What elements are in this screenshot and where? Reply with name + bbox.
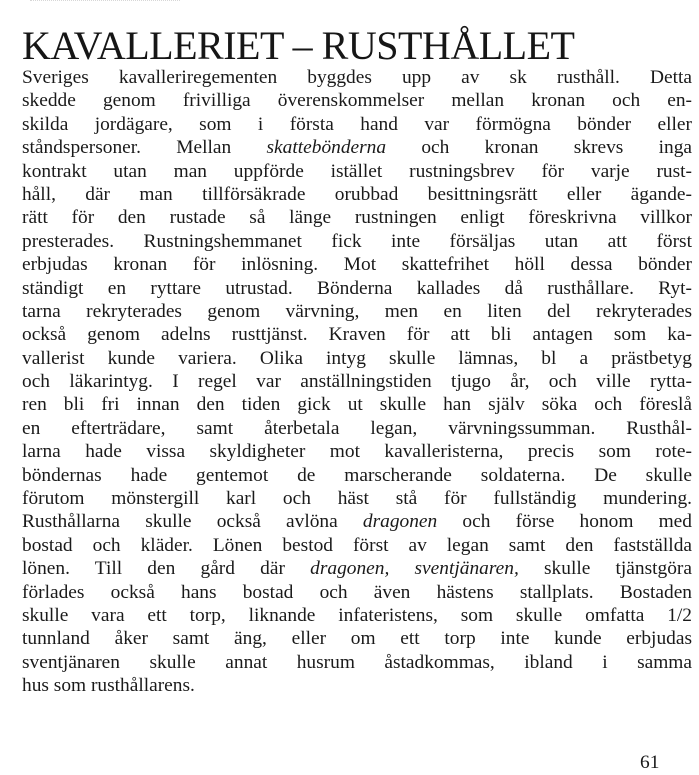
text-line <box>22 651 692 674</box>
italic-term: dragonen <box>362 511 438 533</box>
text-run: bostad och kläder. Lönen bestod först av legan samt den fastställda <box>22 534 692 556</box>
text-run: rätt för den rustade så länge rustningen enligt föreskrivna villkor <box>22 207 692 229</box>
text-line <box>22 370 692 393</box>
italic-term: dragonen, sventjänaren, <box>310 558 519 580</box>
text-run: Sveriges kavalleriregementen byggdes upp av sk rusthåll. Detta <box>22 67 692 88</box>
text-line <box>22 510 692 533</box>
text-run: kontrakt utan man uppförde istället rustningsbrev för varje rust- <box>22 160 692 182</box>
text-run: skulle vara ett torp, liknande infateristens, som skulle omfatta 1/2 <box>22 604 692 626</box>
text-run: böndernas hade gentemot de marscherande soldaterna. De skulle <box>22 464 692 486</box>
text-run: förutom mönstergill karl och häst stå för fullständig mundering. <box>22 488 692 510</box>
text-line <box>22 347 692 370</box>
text-line <box>22 674 692 697</box>
text-line <box>22 300 692 323</box>
text-line <box>22 464 692 487</box>
text-run: skedde genom frivilliga överenskommelser mellan kronan och en- <box>22 90 692 112</box>
text-run: skulle tjänstgöra <box>518 558 693 580</box>
text-run: larna hade vissa skyldigheter mot kavalleristerna, precis som rote- <box>22 441 692 463</box>
text-line <box>22 183 692 206</box>
text-line <box>22 160 692 183</box>
text-run: och läkarintyg. I regel var anställningstiden tjugo år, och ville rytta- <box>22 371 692 393</box>
body-paragraph <box>22 66 692 698</box>
text-line <box>22 604 692 627</box>
text-run: ren bli fri innan den tiden gick ut skulle han själv söka och föreslå <box>22 394 692 416</box>
text-run: lönen. Till den gård där <box>22 558 311 580</box>
text-run: tunnland åker samt äng, eller om ett torp inte kunde erbjudas <box>22 628 692 650</box>
italic-term: skattebönderna <box>266 137 387 159</box>
scan-artifact-mark <box>30 0 180 4</box>
text-line <box>22 113 692 136</box>
text-line <box>22 417 692 440</box>
text-run: ständigt en ryttare utrustad. Bönderna kallades då rusthållare. Ryt- <box>22 277 692 299</box>
text-line <box>22 534 692 557</box>
text-run: en efterträdare, samt återbetala legan, värvningssumman. Rusthål- <box>22 417 692 439</box>
text-run: presterades. Rustningshemmanet fick inte försäljas utan att först <box>22 230 692 252</box>
text-run: tarna rekryterades genom värvning, men en liten del rekryterades <box>22 300 692 322</box>
text-line <box>22 627 692 650</box>
text-line <box>22 323 692 346</box>
text-line <box>22 277 692 300</box>
text-run: också genom adelns rusttjänst. Kraven för att bli antagen som ka- <box>22 324 692 346</box>
text-run: och förse honom med <box>437 511 692 533</box>
text-line <box>22 253 692 276</box>
text-line <box>22 487 692 510</box>
text-line <box>22 206 692 229</box>
text-run: skilda jordägare, som i första hand var förmögna bönder eller <box>22 113 692 135</box>
text-run: hus som rusthållarens. <box>22 675 195 697</box>
text-line <box>22 89 692 112</box>
text-line <box>22 230 692 253</box>
text-line <box>22 136 692 159</box>
text-run: erbjudas kronan för inlösning. Mot skattefrihet höll dessa bönder <box>22 254 692 276</box>
text-run: håll, där man tillförsäkrade orubbad besittningsrätt eller ägande- <box>22 183 692 205</box>
text-run: förlades också hans bostad och även hästens stallplats. Bostaden <box>22 581 692 603</box>
text-line <box>22 440 692 463</box>
text-run: ståndspersoner. Mellan <box>22 137 267 159</box>
text-line <box>22 393 692 416</box>
text-run: och kronan skrevs inga <box>386 137 692 159</box>
chapter-heading: KAVALLERIET – RUSTHÅLLET <box>22 23 575 68</box>
page-number: 61 <box>640 752 660 773</box>
text-run: Rusthållarna skulle också avlöna <box>22 511 363 533</box>
text-run: sventjänaren skulle annat husrum åstadkommas, ibland i samma <box>22 651 692 673</box>
text-line <box>22 557 692 580</box>
text-line <box>22 66 692 89</box>
text-line <box>22 581 692 604</box>
text-run: vallerist kunde variera. Olika intyg skulle lämnas, bl a prästbetyg <box>22 347 692 369</box>
